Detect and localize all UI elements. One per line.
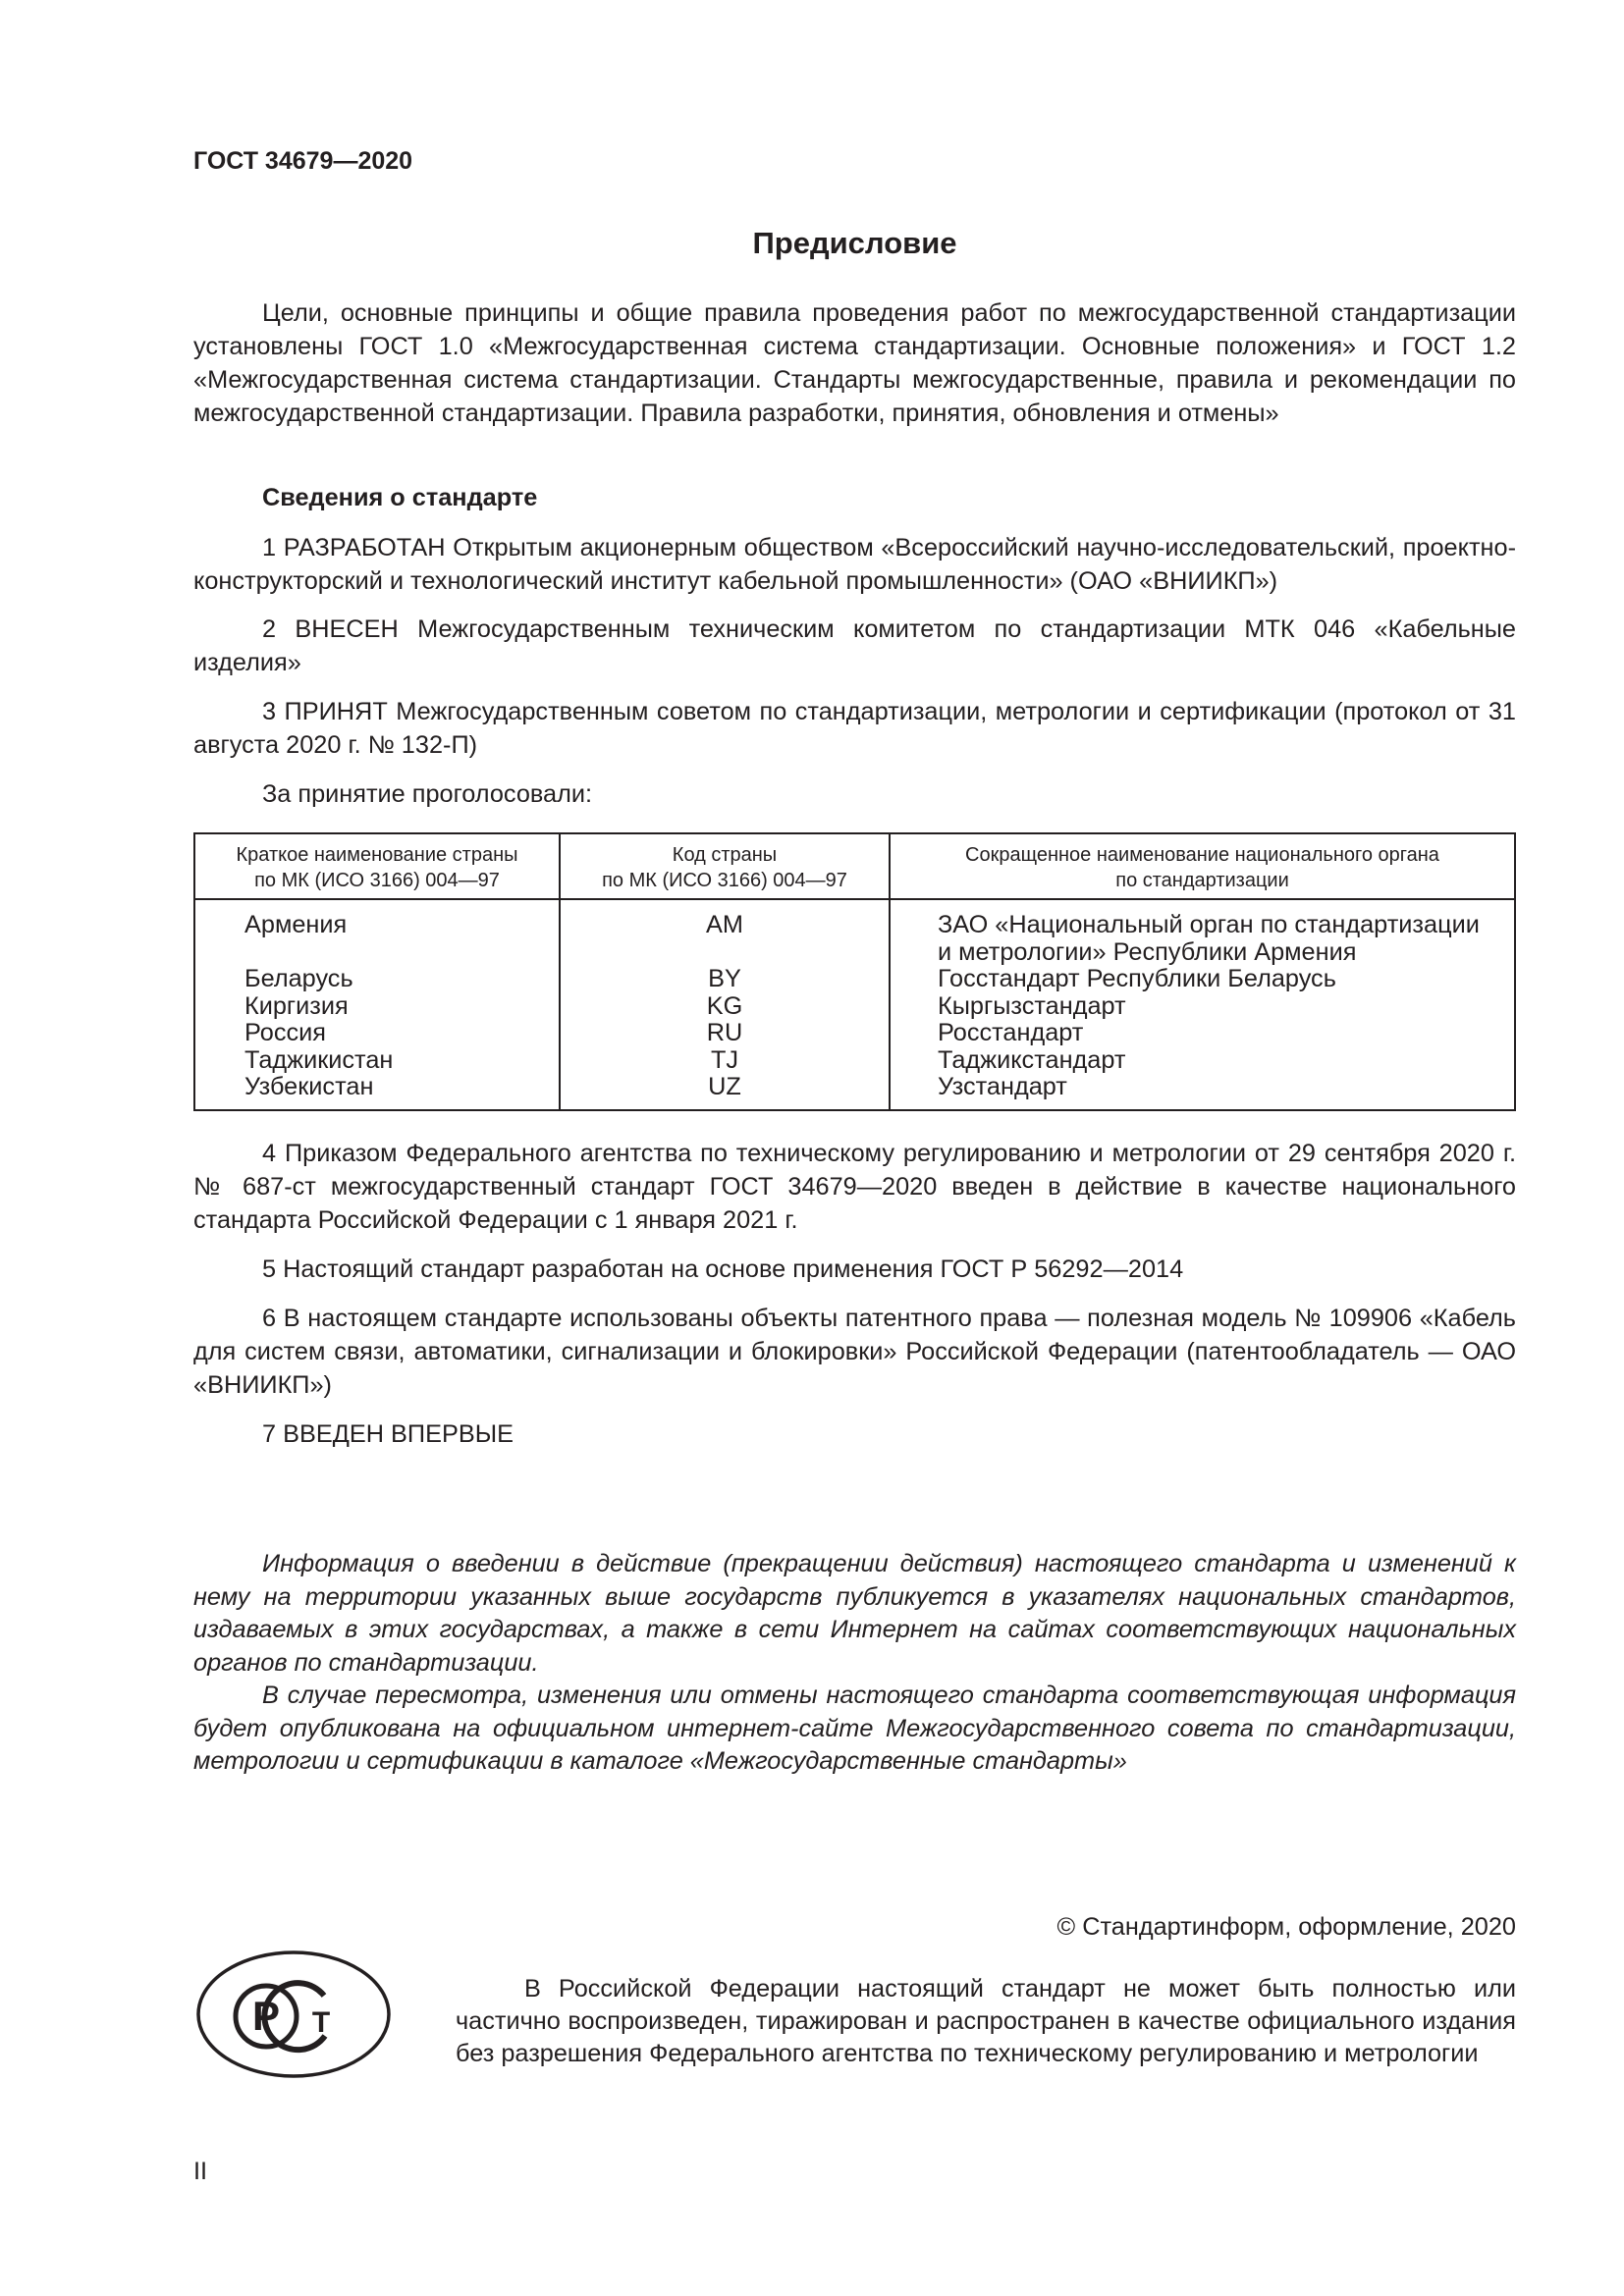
code-cell: KG bbox=[560, 993, 890, 1021]
country-cell: Киргизия bbox=[194, 993, 560, 1021]
info-item-5: 5 Настоящий стандарт разработан на основе применения ГОСТ Р 56292—2014 bbox=[262, 1255, 1184, 1283]
organ-cell-line2: и метрологии» Республики Армения bbox=[938, 937, 1357, 966]
info-item-6: 6 В настоящем стандарте использованы объекты патентного права — полезная модель № 109906 «Кабель для систем связи, автоматики, сигнализации и блокировки» Российской Федерации (патентообладатель — ОАО «ВНИИКП») bbox=[193, 1305, 1516, 1399]
table-header-row bbox=[194, 833, 1515, 899]
table-row bbox=[194, 899, 1515, 966]
country-cell: Таджикистан bbox=[194, 1047, 560, 1075]
column-header-country-line1: Краткое наименование страны bbox=[236, 844, 518, 866]
info-item-4: 4 Приказом Федерального агентства по техническому регулированию и метрологии от 29 сентября 2020 г. № 687-ст межгосударственный стандарт ГОСТ 34679—2020 введен в действие в качестве национального стандарта Российской Федерации с 1 января 2021 г. bbox=[193, 1140, 1516, 1234]
column-header-organ bbox=[890, 833, 1515, 899]
code-cell: AM bbox=[560, 899, 890, 966]
rights-notice: В Российской Федерации настоящий стандарт не может быть полностью или частично воспроизведен, тиражирован и распространен в качестве официального издания без разрешения Федерального агентства по техническому регулированию и метрологии bbox=[456, 1975, 1516, 2067]
column-header-code-line2: по МК (ИСО 3166) 004—97 bbox=[602, 870, 847, 891]
country-cell: Беларусь bbox=[194, 966, 560, 993]
notice-paragraph-2: В случае пересмотра, изменения или отмены настоящего стандарта соответствующая информация будет опубликована на официальном интернет-сайте Межгосударственного совета по стандартизации, метрологии и сертификации в каталоге «Межгосударственные стандарты» bbox=[193, 1682, 1516, 1775]
organ-cell: Госстандарт Республики Беларусь bbox=[890, 966, 1515, 993]
svg-text:Р: Р bbox=[251, 1993, 281, 2039]
table-row bbox=[194, 1047, 1515, 1075]
table-row bbox=[194, 993, 1515, 1021]
info-item-1: 1 РАЗРАБОТАН Открытым акционерным обществом «Всероссийский научно-исследовательский, проектно-конструкторский и технологический институт кабельной промышленности» (ОАО «ВНИИКП») bbox=[193, 534, 1516, 595]
page-number: II bbox=[193, 2158, 208, 2185]
organ-cell bbox=[890, 899, 1515, 966]
svg-text:Т: Т bbox=[311, 2006, 331, 2039]
country-cell: Армения bbox=[194, 899, 560, 966]
code-cell: BY bbox=[560, 966, 890, 993]
table-row bbox=[194, 1074, 1515, 1110]
table-row bbox=[194, 1020, 1515, 1047]
info-item-7: 7 ВВЕДЕН ВПЕРВЫЕ bbox=[262, 1420, 514, 1448]
column-header-code bbox=[560, 833, 890, 899]
page-title: Предисловие bbox=[752, 226, 957, 260]
code-cell: RU bbox=[560, 1020, 890, 1047]
column-header-code-line1: Код страны bbox=[672, 844, 778, 866]
organ-cell: Росстандарт bbox=[890, 1020, 1515, 1047]
column-header-organ-line2: по стандартизации bbox=[1115, 870, 1289, 891]
column-header-country bbox=[194, 833, 560, 899]
organ-cell: Таджикстандарт bbox=[890, 1047, 1515, 1075]
document-page bbox=[193, 0, 1516, 2296]
intro-paragraph: Цели, основные принципы и общие правила проведения работ по межгосударственной стандартизации установлены ГОСТ 1.0 «Межгосударственная система стандартизации. Основные положения» и ГОСТ 1.2 «Межгосударственная система стандартизации. Стандарты межгосударственные, правила и рекомендации по межгосударственной стандартизации. Правила разработки, принятия, обновления и отмены» bbox=[193, 299, 1516, 427]
copyright-line: © Стандартинформ, оформление, 2020 bbox=[1056, 1913, 1516, 1941]
notice-paragraph-1: Информация о введении в действие (прекращении действия) настоящего стандарта и изменений к нему на территории указанных выше государств публикуется в указателях национальных стандартов, издаваемых в этих государствах, а также в сети Интернет на сайтах соответствующих национальных органов по стандартизации. bbox=[193, 1550, 1516, 1677]
document-number: ГОСТ 34679—2020 bbox=[193, 147, 413, 175]
column-header-country-line2: по МК (ИСО 3166) 004—97 bbox=[254, 870, 500, 891]
column-header-organ-line1: Сокращенное наименование национального органа bbox=[965, 844, 1439, 866]
standard-info-heading: Сведения о стандарте bbox=[262, 484, 538, 511]
voting-table bbox=[193, 832, 1516, 1111]
table-row bbox=[194, 966, 1515, 993]
info-item-3: 3 ПРИНЯТ Межгосударственным советом по стандартизации, метрологии и сертификации (протокол от 31 августа 2020 г. № 132-П) bbox=[193, 698, 1516, 759]
info-item-2: 2 ВНЕСЕН Межгосударственным техническим комитетом по стандартизации МТК 046 «Кабельные изделия» bbox=[193, 615, 1516, 676]
rst-logo-icon bbox=[195, 1949, 392, 2079]
organ-cell: Кыргызстандарт bbox=[890, 993, 1515, 1021]
voted-label: За принятие проголосовали: bbox=[262, 780, 593, 808]
country-cell: Узбекистан bbox=[194, 1074, 560, 1110]
code-cell: UZ bbox=[560, 1074, 890, 1110]
organ-cell-line1: ЗАО «Национальный орган по стандартизации bbox=[938, 911, 1480, 938]
country-cell: Россия bbox=[194, 1020, 560, 1047]
code-cell: TJ bbox=[560, 1047, 890, 1075]
organ-cell: Узстандарт bbox=[890, 1074, 1515, 1110]
